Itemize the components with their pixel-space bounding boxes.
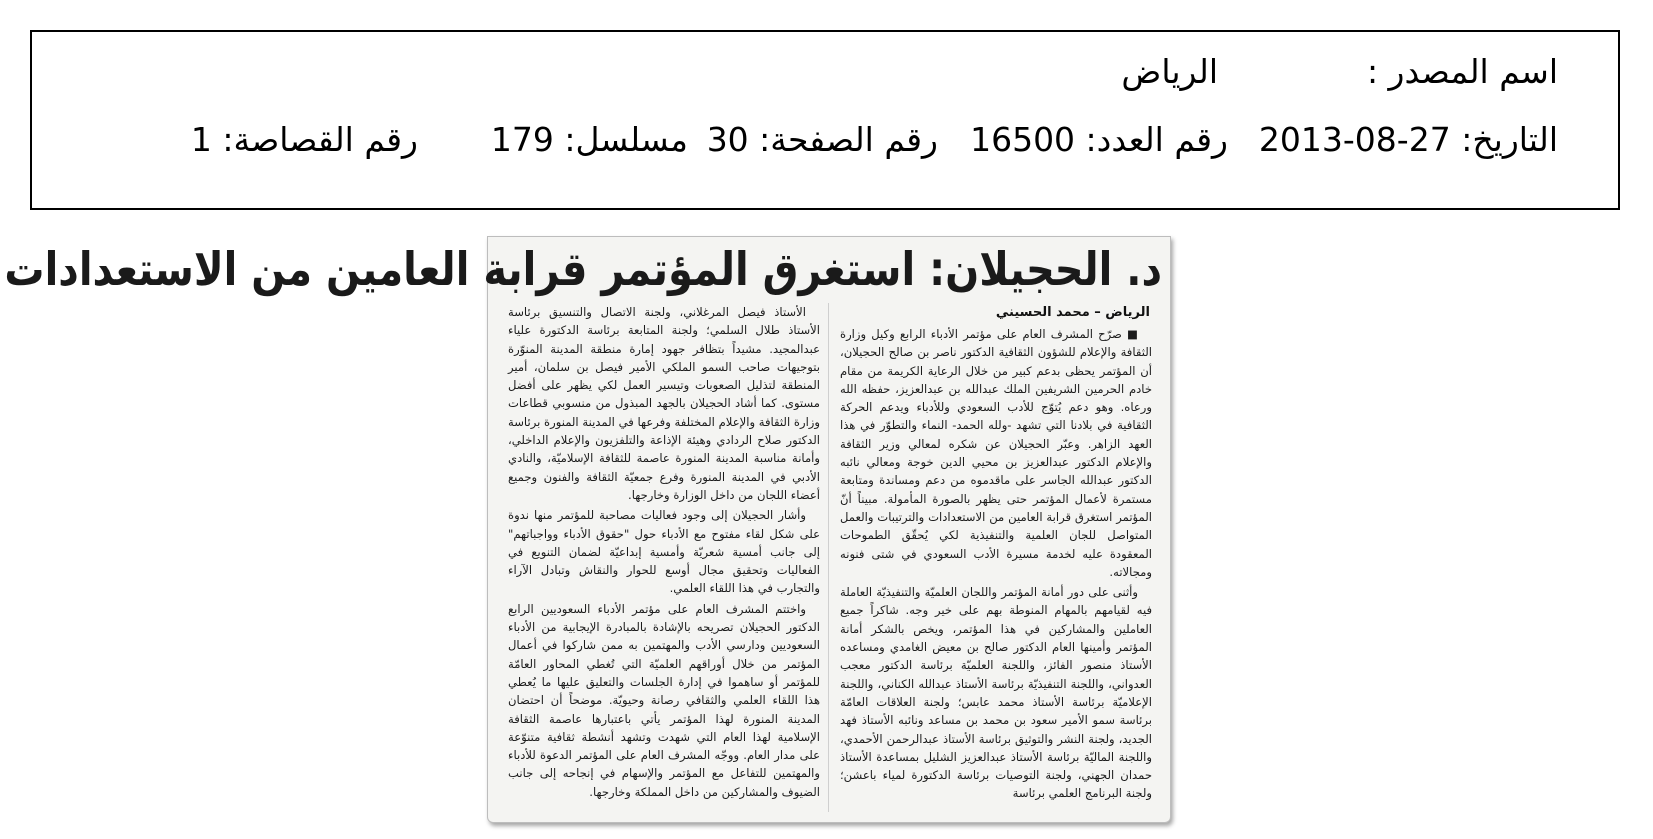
serial-number-field: مسلسل: 179 (490, 120, 688, 159)
article-column-right (840, 325, 1152, 805)
clip-number-field: رقم القصاصة: 1 (190, 120, 418, 159)
article-paragraph: الأستاذ فيصل المرغلاني، ولجنة الاتصال والتنسيق برئاسة الأستاذ طلال السلمي؛ ولجنة المتابعة برئاسة الدكتورة علياء عبدالمجيد. مشيداً بتظافر جهود إمارة منطقة المدينة المنوّرة بتوجيهات صاحب السمو الملكي الأمير فيصل بن سلمان، أمير المنطقة لتذليل الصعوبات وتيسير العمل لكي يظهر على أفضل مستوى. كما أشاد الحجيلان بالجهد المبذول من منسوبي قطاعات وزارة الثقافة والإعلام المختلفة وفرعها في المدينة المنورة برئاسة الدكتور صلاح الردادي وهيئة الإذاعة والتلفزيون والإعلام الداخلي، وأمانة مناسبة المدينة المنورة عاصمة للثقافة الإسلاميّة، والنادي الأدبي في المدينة المنورة وفرع جمعيّة الثقافة والفنون وجميع أعضاء اللجان من داخل الوزارة وخارجها. (508, 305, 820, 502)
article-paragraph: وأشار الحجيلان إلى وجود فعاليات مصاحبة للمؤتمر منها ندوة على شكل لقاء مفتوح مع الأدباء حول "حقوق الأدباء وواجباتهم" إلى جانب أمسية شعريّة وأمسية إبداعيّة لضمان التنويع في الفعاليات وتحقيق مجال أوسع للحوار والنقاش وتبادل الآراء والتجارب في هذا اللقاء العلمي. (508, 508, 820, 596)
page-number-field: رقم الصفحة: 30 (706, 120, 938, 159)
source-info-box (30, 30, 1620, 210)
article-headline: د. الحجيلان: استغرق المؤتمر قرابة العامين من الاستعدادات (4, 243, 1162, 297)
article-paragraph: وأثنى على دور أمانة المؤتمر واللجان العلميّة والتنفيذيّة العاملة فيه لقيامهم بالمهام المنوطة بهم على خير وجه. شاكراً جميع العاملين والمشاركين في هذا المؤتمر، ويخص بالشكر أمانة المؤتمر وأمينها العام الدكتور صالح بن معيض الغامدي ومساعده الأستاذ منصور الفائز، واللجنة العلميّة برئاسة الدكتور معجب العدواني، واللجنة التنفيذيّة برئاسة الأستاذ عبدالله الكناني، واللجنة الإعلاميّة برئاسة الأستاذ محمد عابس؛ ولجنة العلاقات العامّة برئاسة سمو الأمير سعود بن محمد بن مساعد ونائبه الأستاذ فهد الجديد، ولجنة النشر والتوثيق برئاسة الأستاذ عبدالرحمن الأحمدي، واللجنة الماليّة برئاسة الأستاذ عبدالعزيز الشليل بمساعدة الأستاذ حمدان الجهني، ولجنة التوصيات برئاسة الدكتورة لمياء باعشن؛ ولجنة البرنامج العلمي برئاسة (840, 585, 1152, 801)
column-divider (828, 303, 829, 812)
article-paragraph: ■ صرّح المشرف العام على مؤتمر الأدباء الرابع وكيل وزارة الثقافة والإعلام للشؤون الثقافية الدكتور ناصر بن صالح الحجيلان، أن المؤتمر يحظى بدعم كبير من خلال الرعاية الكريمة من مقام خادم الحرمين الشريفين الملك عبدالله بن عبدالعزيز، حفظه الله ورعاه. وهو دعم يُتوّج للأدب السعودي وللأدباء ويدعم الحركة الثقافية في بلادنا التي تشهد -ولله الحمد- النماء والتطوّر في هذا العهد الزاهر. وعبّر الحجيلان عن شكره لمعالي وزير الثقافة والإعلام الدكتور عبدالعزيز بن محيي الدين خوجة ومعالي نائبه الدكتور عبدالله الجاسر على ماقدموه من دعم ومساندة ومتابعة مستمرة لأعمال المؤتمر حتى يظهر بالصورة المأمولة. مبيناً أنّ المؤتمر استغرق قرابة العامين من الاستعدادات والترتيبات والعمل المتواصل للجان العلمية والتنفيذية لكي يُحقّق الطموحات المعقودة عليه لخدمة مسيرة الأدب السعودي في شتى فنونه ومجالاته. (840, 327, 1152, 579)
article-column-left (508, 303, 820, 803)
article-byline: الرياض – محمد الحسيني (995, 305, 1150, 320)
article-paragraph: واختتم المشرف العام على مؤتمر الأدباء السعوديين الرابع الدكتور الحجيلان تصريحه بالإشادة بالمبادرة الإيجابية من الأدباء السعوديين ودارسي الأدب والمهتمين به ممن شاركوا في أعمال المؤتمر من خلال أوراقهم العلميّة التي تُغطي المحاور العامّة للمؤتمر أو ساهموا في إدارة الجلسات والتعليق عليها ما يُعطي هذا اللقاء العلمي والثقافي رصانة وحيويّة. موضحاً أن احتضان المدينة المنورة لهذا المؤتمر يأتي باعتبارها عاصمة الثقافة الإسلامية لهذا العام التي شهدت وتشهد أنشطة ثقافية متنوّعة على مدار العام. ووجّه المشرف العام على المؤتمر الدعوة للأدباء والمهتمين للتفاعل مع المؤتمر والإسهام في إنجاحه إلى جانب الضيوف والمشاركين من داخل المملكة وخارجها. (508, 601, 820, 799)
newspaper-clipping (4, 236, 1171, 823)
source-label: اسم المصدر : (1366, 52, 1558, 91)
issue-number-field: رقم العدد: 16500 (970, 120, 1228, 159)
source-value: الرياض (1121, 52, 1218, 91)
date-field: التاريخ: 27-08-2013 (1258, 120, 1558, 159)
